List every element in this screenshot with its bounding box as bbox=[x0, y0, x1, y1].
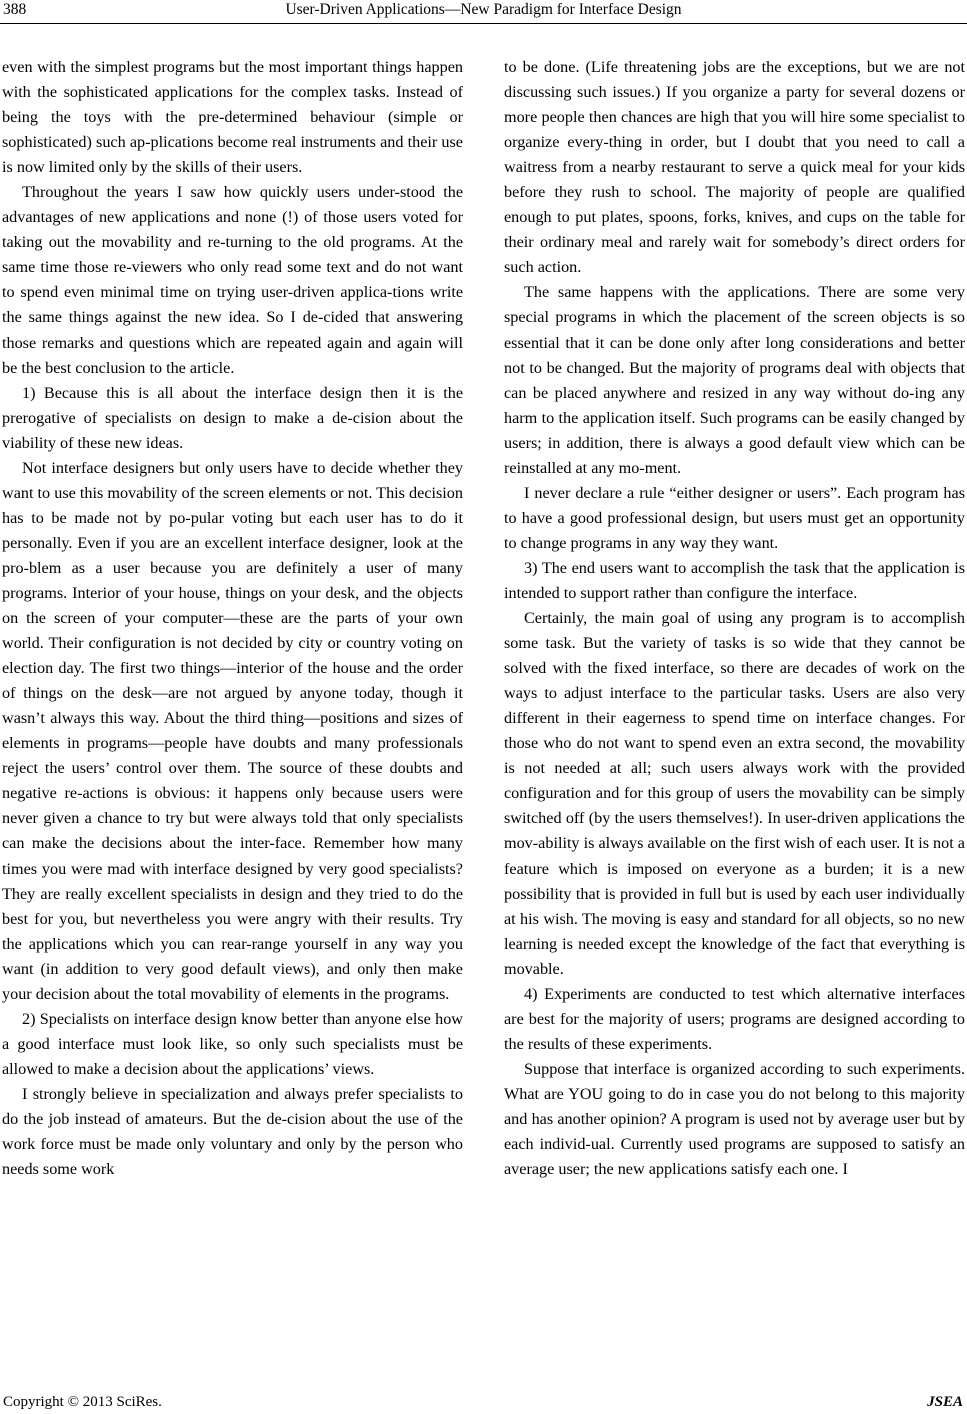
paragraph: 4) Experiments are conducted to test which alternative interfaces are best for the majority of users; programs are designed according to the results of these experiments. bbox=[504, 984, 965, 1053]
paragraph: Throughout the years I saw how quickly users under-stood the advantages of new applications and none (!) of those users voted for taking out the movability and re-turning to the old programs. At the same time those re-viewers who only read some text and do not want to spend even minimal time on trying user-driven applica-tions write the same things against the new idea. So I de-cided that answering those remarks and questions which are repeated again and again will be the best conclusion to the article. bbox=[2, 183, 463, 377]
page-header bbox=[0, 0, 967, 32]
right-column bbox=[504, 55, 965, 1182]
paragraph: to be done. (Life threatening jobs are the exceptions, but we are not discussing such issues.) If you organize a party for several dozens or more people then chances are high that you will hire some specialist to organize every-thing in order, but I doubt that you need to call a waitress from a nearby restaurant to serve a quick meal for your kids before they rush to school. The majority of people are qualified enough to put plates, spoons, forks, knives, and cups on the table for their ordinary meal and rarely wait for somebody’s direct orders for such action. bbox=[504, 58, 965, 277]
page-number: 388 bbox=[3, 1, 27, 18]
paragraph: 1) Because this is all about the interface design then it is the prerogative of specialists on design to make a de-cision about the viability of these new ideas. bbox=[2, 383, 463, 452]
header-rule bbox=[0, 23, 967, 24]
paragraph: 2) Specialists on interface design know better than anyone else how a good interface must look like, so only such specialists must be allowed to make a decision about the applications’ views. bbox=[2, 1009, 463, 1078]
paragraph: Certainly, the main goal of using any program is to accomplish some task. But the variety of tasks is so wide that they cannot be solved with the fixed interface, so there are decades of work on the ways to adjust interface to the particular tasks. Users are also very different in their eagerness to spend time on interface changes. For those who do not want to spend even an extra second, the movability is not needed at all; such users always work with the provided configuration and for this group of users the movability can be simply switched off (by the users themselves!). In user-driven applications the mov-ability is always available on the first wish of each user. It is not a feature which is imposed on everyone as a burden; it is a new possibility that is provided in full but is used by each user individually at his wish. The moving is easy and standard for all objects, so no new learning is needed except the knowledge of the fact that everything is movable. bbox=[504, 609, 965, 978]
paragraph: I never declare a rule “either designer or users”. Each program has to have a good professional design, but users must get an opportunity to change programs in any way they want. bbox=[504, 483, 965, 552]
paragraph: 3) The end users want to accomplish the task that the application is intended to support rather than configure the interface. bbox=[504, 558, 965, 602]
paragraph: I strongly believe in specialization and always prefer specialists to do the job instead of amateurs. But the de-cision about the use of the work force must be made only voluntary and only by the person who needs some work bbox=[2, 1084, 463, 1179]
paragraph: The same happens with the applications. There are some very special programs in which the placement of the screen objects is so essential that it can be done only after long considerations and better not to be changed. But the majority of programs deal with objects that can be placed anywhere and resized in any way without do-ing any harm to the application itself. Such programs can be easily changed by users; in addition, there is always a good default view which can be reinstalled at any mo-ment. bbox=[504, 283, 965, 477]
left-column bbox=[2, 55, 463, 1182]
running-title: User-Driven Applications—New Paradigm for Interface Design bbox=[285, 1, 682, 18]
paragraph: Not interface designers but only users have to decide whether they want to use this movability of the screen elements or not. This decision has to be made not by po-pular voting but each user has to do it personally. Even if you are an excellent interface designer, look at the pro-blem as a user because you are definitely a user of many programs. Interior of your house, things on your desk, and the objects on the screen of your computer—these are the parts of your own world. Their configuration is not decided by city or country voting on election day. The first two things—interior of the house and the order of things on the desk—are not argued by anyone today, though it wasn’t always this way. About the third thing—positions and sizes of elements in programs—people have doubts and many professionals reject the users’ control over them. The source of these doubts and negative re-actions is obvious: it happens only because users were never given a chance to try but were always told that only specialists can make the decisions about the inter-face. Remember how many times you were mad with interface designed by very good specialists? They are really excellent specialists in design and they tried to do the best for you, but nevertheless you were angry with their results. Try the applications which you can rear-range yourself in any way you want (in addition to very good default views), and only then make your decision about the total movability of elements in the programs. bbox=[2, 458, 463, 1003]
paragraph: even with the simplest programs but the most important things happen with the sophisticated applications for the complex tasks. Instead of being the toys with the pre-determined behaviour (simple or sophisticated) such ap-plications become real instruments and their use is now limited only by the skills of their users. bbox=[2, 58, 463, 177]
copyright: Copyright © 2013 SciRes. bbox=[3, 1394, 162, 1410]
journal-abbrev: JSEA bbox=[927, 1394, 963, 1410]
paragraph: Suppose that interface is organized according to such experiments. What are YOU going to do in case you do not belong to this majority and has another opinion? A program is used not by average user but by each individ-ual. Currently used programs are supposed to satisfy an average user; the new applications satisfy each one. I bbox=[504, 1059, 965, 1179]
